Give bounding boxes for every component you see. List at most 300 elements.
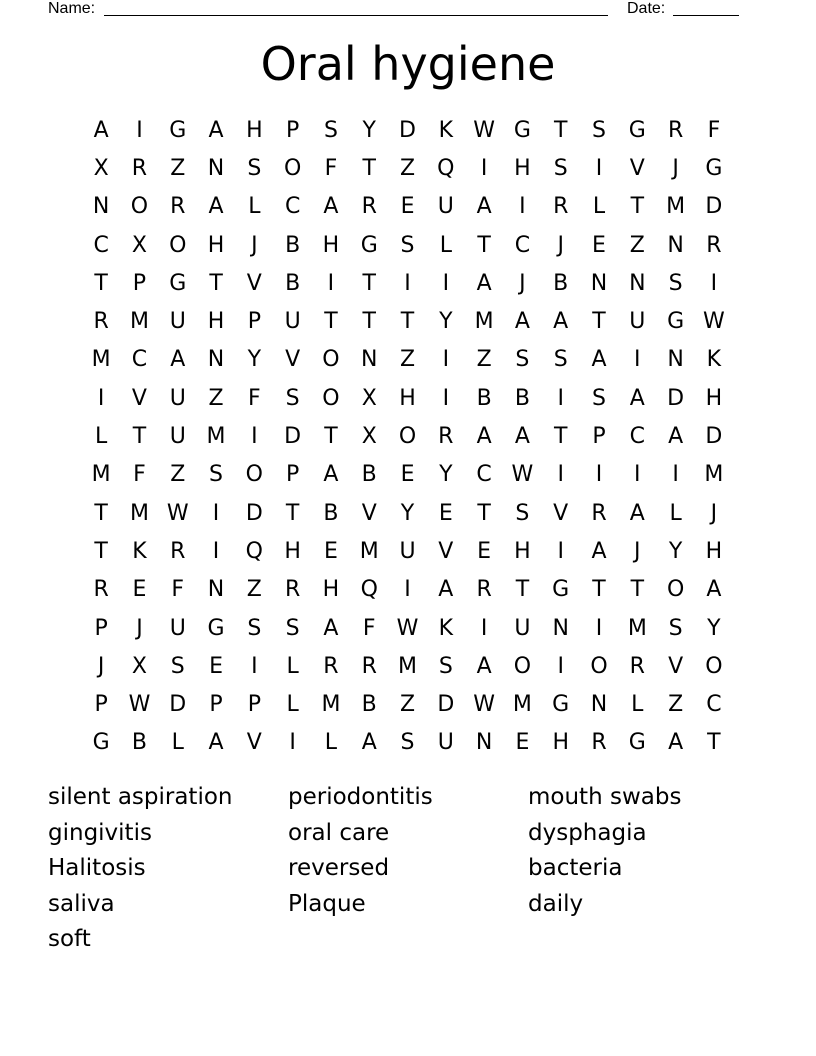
grid-cell: B [131, 730, 147, 756]
word-list-item: oral care [288, 819, 390, 846]
date-label: Date: [627, 0, 666, 17]
grid-cell: A [476, 270, 492, 296]
grid-cell: L [324, 730, 338, 756]
grid-cell: G [552, 692, 570, 718]
grid-cell: T [362, 309, 376, 335]
page-title: Oral hygiene [260, 37, 556, 91]
grid-cell: P [285, 117, 300, 143]
grid-cell: T [553, 424, 568, 450]
grid-cell: R [170, 194, 186, 220]
grid-cell: H [514, 538, 531, 564]
grid-cell: X [361, 385, 377, 411]
grid-cell: G [360, 232, 378, 258]
grid-cell: I [404, 577, 411, 603]
grid-cell: S [668, 270, 683, 296]
grid-cell: T [400, 309, 415, 335]
grid-cell: S [553, 347, 568, 373]
grid-cell: N [590, 270, 608, 296]
grid-cell: Z [476, 347, 492, 373]
grid-cell: T [94, 500, 108, 526]
grid-cell: T [553, 117, 568, 143]
grid-cell: L [669, 500, 682, 526]
grid-cell: T [592, 577, 606, 603]
grid-cell: D [169, 692, 187, 718]
grid-cell: H [399, 385, 416, 411]
grid-cell: H [207, 232, 225, 258]
grid-cell: B [361, 462, 377, 488]
grid-cell: Q [437, 155, 455, 181]
grid-cell: I [557, 385, 564, 411]
grid-cell: I [442, 347, 450, 373]
grid-cell: A [476, 424, 492, 450]
grid-cell: L [95, 424, 108, 450]
grid-cell: K [438, 117, 454, 143]
grid-cell: W [128, 692, 151, 718]
grid-cell: S [592, 117, 606, 143]
grid-cell: B [553, 270, 569, 296]
grid-cell: Z [170, 155, 186, 181]
grid-cell: R [323, 653, 339, 679]
grid-cell: M [474, 309, 494, 335]
grid-cell: X [131, 232, 147, 258]
grid-cell: Z [629, 232, 645, 258]
word-list-item: Plaque [288, 890, 366, 917]
grid-cell: R [553, 194, 569, 220]
grid-cell: K [438, 615, 454, 641]
grid-cell: F [133, 462, 146, 488]
grid-cell: B [514, 385, 530, 411]
grid-cell: Y [400, 500, 415, 526]
grid-cell: L [171, 730, 184, 756]
grid-cell: A [361, 730, 377, 756]
word-list-item: silent aspiration [48, 784, 233, 810]
grid-cell: G [628, 117, 646, 143]
grid-cell: G [705, 155, 723, 181]
grid-cell: V [246, 730, 262, 756]
grid-cell: A [553, 309, 569, 335]
grid-cell: M [359, 538, 379, 564]
grid-cell: C [476, 462, 492, 488]
grid-cell: I [251, 424, 258, 450]
grid-cell: Y [247, 347, 262, 373]
grid-cell: O [398, 424, 417, 450]
grid-cell: Y [707, 615, 721, 641]
grid-cell: H [246, 117, 263, 143]
grid-cell: N [360, 347, 378, 373]
grid-cell: I [442, 385, 450, 411]
grid-cell: S [323, 117, 338, 143]
grid-cell: L [248, 194, 261, 220]
grid-cell: P [132, 270, 147, 296]
grid-cell: P [247, 692, 261, 718]
grid-cell: I [480, 615, 488, 641]
grid-cell: T [324, 309, 338, 335]
grid-cell: H [207, 309, 225, 335]
grid-cell: T [362, 155, 376, 181]
grid-cell: R [629, 653, 645, 679]
grid-cell: L [592, 194, 606, 220]
word-list [48, 780, 768, 958]
grid-cell: T [209, 270, 223, 296]
letter-grid [82, 111, 733, 762]
grid-cell: T [132, 424, 147, 450]
grid-cell: S [247, 155, 262, 181]
grid-cell: L [631, 692, 644, 718]
grid-cell: G [169, 270, 187, 296]
grid-cell: G [667, 309, 685, 335]
grid-cell: P [209, 692, 223, 718]
grid-cell: U [437, 194, 454, 220]
grid-cell: U [284, 309, 301, 335]
grid-cell: M [91, 347, 111, 373]
grid-cell: B [476, 385, 492, 411]
grid-cell: U [169, 424, 186, 450]
grid-cell: Z [399, 155, 416, 181]
grid-cell: T [94, 270, 108, 296]
grid-cell: E [477, 538, 492, 564]
grid-cell: P [285, 462, 300, 488]
grid-cell: A [476, 194, 492, 220]
grid-cell: Y [362, 117, 376, 143]
grid-cell: S [285, 385, 300, 411]
grid-cell: A [438, 577, 454, 603]
grid-cell: N [207, 577, 225, 603]
grid-cell: V [246, 270, 262, 296]
grid-cell: J [710, 500, 718, 526]
grid-cell: Z [668, 692, 684, 718]
grid-cell: W [396, 615, 419, 641]
grid-cell: I [595, 155, 603, 181]
grid-cell: T [285, 500, 300, 526]
grid-cell: Y [439, 462, 453, 488]
grid-cell: U [514, 615, 531, 641]
grid-cell: I [672, 462, 679, 488]
grid-cell: D [284, 424, 302, 450]
grid-cell: H [322, 232, 340, 258]
grid-cell: E [592, 232, 606, 258]
grid-cell: A [476, 653, 492, 679]
grid-cell: Q [245, 538, 263, 564]
grid-cell: O [513, 653, 532, 679]
grid-cell: M [206, 424, 226, 450]
grid-cell: G [92, 730, 110, 756]
grid-cell: Z [399, 347, 416, 373]
grid-cell: A [208, 730, 224, 756]
grid-cell: A [323, 615, 339, 641]
grid-cell: S [668, 615, 683, 641]
grid-cell: T [362, 270, 376, 296]
grid-cell: S [400, 232, 415, 258]
word-list-item: bacteria [528, 855, 623, 882]
grid-cell: O [705, 653, 723, 679]
grid-cell: I [710, 270, 718, 296]
grid-cell: B [285, 232, 301, 258]
grid-cell: R [284, 577, 301, 603]
grid-cell: V [131, 385, 147, 411]
grid-cell: T [707, 730, 721, 756]
grid-cell: H [514, 155, 531, 181]
grid-cell: S [553, 155, 568, 181]
grid-cell: F [248, 385, 261, 411]
grid-cell: M [321, 692, 341, 718]
grid-cell: R [93, 309, 109, 335]
grid-cell: W [473, 117, 495, 143]
grid-cell: R [667, 117, 684, 143]
grid-cell: G [628, 730, 646, 756]
grid-cell: A [591, 347, 607, 373]
grid-cell: Q [360, 577, 378, 603]
grid-cell: W [703, 309, 725, 335]
grid-cell: O [590, 653, 608, 679]
grid-cell: O [322, 347, 340, 373]
grid-cell: Z [208, 385, 224, 411]
grid-cell: J [634, 538, 641, 564]
grid-cell: A [668, 730, 684, 756]
grid-cell: B [323, 500, 339, 526]
word-list-item: gingivitis [48, 819, 152, 846]
grid-cell: M [398, 653, 418, 679]
grid-cell: U [629, 309, 646, 335]
grid-cell: P [94, 692, 108, 718]
grid-cell: D [667, 385, 685, 411]
grid-cell: N [552, 615, 569, 641]
grid-cell: C [706, 692, 722, 718]
grid-cell: G [513, 117, 531, 143]
grid-cell: A [170, 347, 186, 373]
word-list-item: soft [48, 926, 91, 953]
grid-cell: W [511, 462, 534, 488]
grid-cell: E [438, 500, 453, 526]
grid-cell: N [92, 194, 110, 220]
grid-cell: S [400, 730, 415, 756]
grid-cell: H [322, 577, 340, 603]
grid-cell: M [666, 194, 686, 220]
grid-cell: H [705, 385, 723, 411]
word-list-item: Halitosis [48, 855, 146, 882]
grid-cell: I [442, 270, 450, 296]
grid-cell: N [667, 232, 684, 258]
grid-cell: R [591, 730, 607, 756]
grid-cell: E [400, 194, 415, 220]
word-list-item: daily [528, 890, 584, 917]
grid-cell: I [595, 615, 603, 641]
grid-cell: Z [399, 692, 416, 718]
grid-cell: E [132, 577, 147, 603]
grid-cell: J [97, 653, 105, 679]
grid-cell: S [247, 615, 262, 641]
grid-cell: I [404, 270, 411, 296]
grid-cell: I [634, 347, 641, 373]
grid-cell: N [667, 347, 684, 373]
grid-cell: I [557, 653, 564, 679]
grid-cell: W [166, 500, 189, 526]
grid-cell: A [514, 309, 530, 335]
grid-cell: U [437, 730, 454, 756]
grid-cell: O [283, 155, 302, 181]
grid-cell: D [399, 117, 416, 143]
grid-cell: X [361, 424, 377, 450]
grid-cell: I [634, 462, 641, 488]
grid-cell: X [93, 155, 109, 181]
grid-cell: J [672, 155, 679, 181]
grid-cell: A [514, 424, 530, 450]
grid-cell: G [169, 117, 187, 143]
word-list-item: dysphagia [528, 819, 647, 846]
grid-cell: P [592, 424, 606, 450]
name-label: Name: [48, 0, 96, 17]
grid-cell: T [94, 538, 108, 564]
grid-cell: R [131, 155, 148, 181]
word-list-item: reversed [288, 855, 390, 882]
grid-cell: R [170, 538, 186, 564]
grid-cell: J [519, 270, 526, 296]
grid-cell: X [131, 653, 147, 679]
grid-cell: P [247, 309, 261, 335]
grid-cell: N [629, 270, 646, 296]
grid-cell: L [286, 692, 299, 718]
grid-cell: M [627, 615, 647, 641]
grid-cell: C [629, 424, 645, 450]
grid-cell: F [171, 577, 185, 603]
grid-cell: N [590, 692, 608, 718]
grid-cell: S [592, 385, 606, 411]
grid-cell: I [595, 462, 603, 488]
grid-cell: A [208, 194, 224, 220]
grid-cell: C [93, 232, 109, 258]
grid-cell: M [704, 462, 724, 488]
date-blank-line [673, 15, 739, 16]
grid-cell: V [629, 155, 645, 181]
grid-cell: T [630, 194, 645, 220]
grid-cell: T [592, 309, 606, 335]
grid-cell: I [519, 194, 526, 220]
grid-cell: M [512, 692, 532, 718]
grid-cell: F [362, 615, 376, 641]
grid-cell: R [93, 577, 109, 603]
grid-cell: H [284, 538, 301, 564]
grid-cell: V [668, 653, 684, 679]
grid-cell: S [285, 615, 300, 641]
grid-cell: H [705, 538, 723, 564]
grid-cell: S [438, 653, 453, 679]
grid-cell: I [289, 730, 296, 756]
grid-cell: I [136, 117, 143, 143]
grid-cell: U [399, 538, 416, 564]
grid-cell: C [514, 232, 531, 258]
grid-cell: I [97, 385, 105, 411]
grid-cell: N [207, 155, 225, 181]
grid-cell: R [361, 194, 377, 220]
grid-cell: E [515, 730, 530, 756]
grid-cell: G [552, 577, 570, 603]
grid-cell: J [557, 232, 564, 258]
grid-cell: D [437, 692, 455, 718]
grid-cell: N [207, 347, 225, 373]
grid-cell: R [476, 577, 492, 603]
grid-cell: R [361, 653, 377, 679]
grid-cell: Z [246, 577, 262, 603]
grid-cell: Z [170, 462, 186, 488]
grid-cell: L [286, 653, 299, 679]
grid-cell: V [361, 500, 377, 526]
grid-cell: S [515, 347, 530, 373]
grid-cell: S [170, 653, 185, 679]
grid-cell: A [629, 385, 645, 411]
grid-cell: O [666, 577, 685, 603]
grid-cell: L [439, 232, 452, 258]
grid-cell: E [323, 538, 338, 564]
grid-cell: B [361, 692, 377, 718]
grid-cell: A [706, 577, 722, 603]
grid-cell: C [131, 347, 148, 373]
grid-cell: V [553, 500, 569, 526]
grid-cell: T [477, 232, 491, 258]
grid-cell: D [705, 194, 723, 220]
grid-cell: T [515, 577, 530, 603]
grid-cell: J [251, 232, 258, 258]
grid-cell: S [515, 500, 530, 526]
grid-cell: K [706, 347, 722, 373]
grid-cell: C [284, 194, 301, 220]
grid-cell: I [251, 653, 258, 679]
grid-cell: O [245, 462, 263, 488]
grid-cell: M [129, 500, 149, 526]
grid-cell: U [169, 615, 186, 641]
grid-cell: W [473, 692, 495, 718]
grid-cell: V [285, 347, 301, 373]
grid-cell: T [324, 424, 338, 450]
grid-cell: N [475, 730, 493, 756]
grid-cell: I [480, 155, 488, 181]
grid-cell: T [477, 500, 491, 526]
grid-cell: P [94, 615, 108, 641]
word-list-item: saliva [48, 890, 115, 917]
grid-cell: U [169, 385, 186, 411]
grid-cell: B [285, 270, 301, 296]
grid-cell: E [400, 462, 415, 488]
name-blank-line [104, 15, 608, 16]
grid-cell: S [209, 462, 224, 488]
grid-cell: R [438, 424, 454, 450]
grid-cell: A [323, 462, 339, 488]
grid-cell: I [212, 538, 220, 564]
grid-cell: I [327, 270, 335, 296]
grid-cell: I [557, 462, 564, 488]
grid-cell: T [630, 577, 645, 603]
grid-cell: A [323, 194, 339, 220]
grid-cell: Y [668, 538, 683, 564]
grid-cell: V [438, 538, 454, 564]
grid-cell: K [132, 538, 147, 564]
grid-cell: I [557, 538, 564, 564]
grid-cell: E [209, 653, 223, 679]
word-list-item: periodontitis [288, 784, 433, 810]
grid-cell: Y [439, 309, 453, 335]
grid-cell: D [245, 500, 263, 526]
grid-cell: R [706, 232, 722, 258]
grid-cell: A [208, 117, 224, 143]
grid-cell: M [129, 309, 149, 335]
grid-cell: D [705, 424, 723, 450]
grid-cell: R [591, 500, 607, 526]
grid-cell: J [136, 615, 143, 641]
grid-cell: A [591, 538, 607, 564]
grid-cell: O [169, 232, 187, 258]
word-list-item: mouth swabs [528, 784, 682, 810]
grid-cell: A [93, 117, 109, 143]
grid-cell: M [91, 462, 111, 488]
grid-cell: O [322, 385, 340, 411]
